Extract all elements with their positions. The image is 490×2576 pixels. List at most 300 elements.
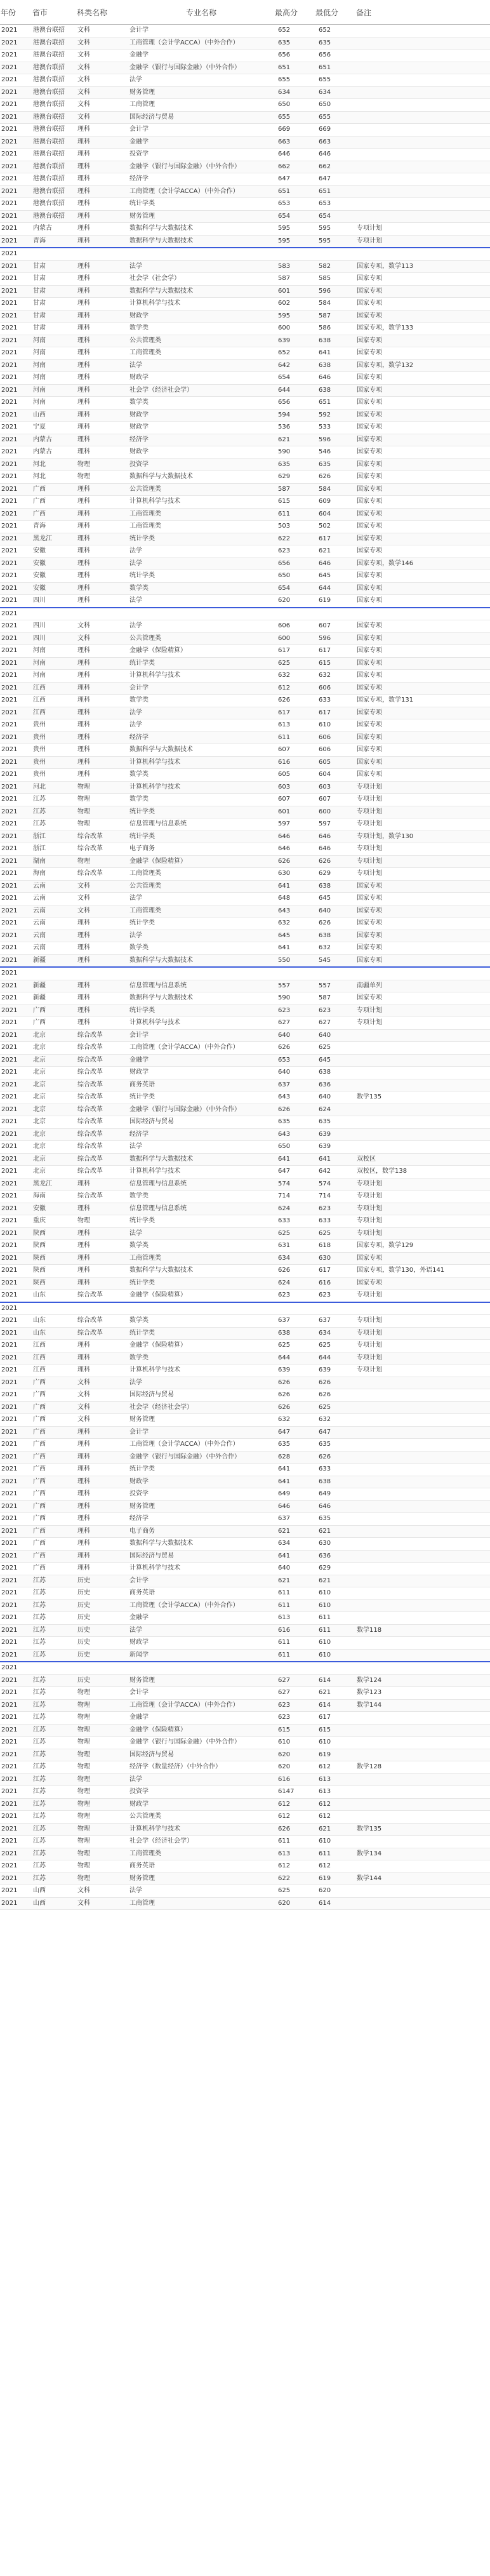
- table-row: [0, 37, 490, 50]
- cell-year: 2021: [0, 1798, 32, 1811]
- cell-province: 江苏: [32, 1860, 76, 1873]
- cell-year: 2021: [0, 657, 32, 670]
- cell-major: 数据科学与大数据技术: [128, 471, 274, 484]
- cell-max-score: 621: [274, 1575, 315, 1587]
- cell-note: 国家专项: [355, 670, 490, 683]
- cell-category: 理科: [76, 1439, 128, 1452]
- cell-category: 综合改革: [76, 1054, 128, 1067]
- table-row: [0, 359, 490, 372]
- cell-year: 2021: [0, 769, 32, 782]
- cell-year: 2021: [0, 124, 32, 137]
- cell-note: [355, 1724, 490, 1737]
- cell-note: 南疆单列: [355, 980, 490, 992]
- cell-major: 数学类: [128, 942, 274, 955]
- cell-province: 北京: [32, 1116, 76, 1129]
- table-row: [0, 1637, 490, 1650]
- cell-province: 江苏: [32, 1798, 76, 1811]
- cell-note: 国家专项: [355, 769, 490, 782]
- table-row: [0, 248, 490, 260]
- cell-province: 四川: [32, 595, 76, 608]
- cell-major: 财政学: [128, 1476, 274, 1488]
- cell-note: [355, 1414, 490, 1427]
- cell-min-score: 612: [315, 1798, 355, 1811]
- table-row: [0, 1091, 490, 1104]
- cell-max-score: 634: [274, 1252, 315, 1265]
- cell-min-score: 613: [315, 1773, 355, 1786]
- cell-max-score: 611: [274, 1836, 315, 1848]
- cell-year: 2021: [0, 1426, 32, 1439]
- cell-major: 投资学: [128, 1488, 274, 1501]
- table-row: [0, 458, 490, 471]
- table-row: [0, 1773, 490, 1786]
- cell-year: 2021: [0, 1786, 32, 1799]
- cell-year: 2021: [0, 422, 32, 434]
- cell-note: [355, 1575, 490, 1587]
- cell-year: 2021: [0, 508, 32, 521]
- table-row: [0, 173, 490, 186]
- cell-province: 甘肃: [32, 285, 76, 298]
- cell-major: 工商管理类: [128, 905, 274, 918]
- cell-min-score: [315, 967, 355, 980]
- cell-major: 工商管理（会计学ACCA）（中外合作）: [128, 37, 274, 50]
- cell-max-score: 653: [274, 1054, 315, 1067]
- table-row: [0, 682, 490, 695]
- cell-category: 物理: [76, 1872, 128, 1885]
- cell-max-score: 652: [274, 347, 315, 360]
- cell-min-score: 627: [315, 1017, 355, 1030]
- cell-min-score: 640: [315, 1029, 355, 1042]
- cell-province: 贵州: [32, 719, 76, 732]
- cell-min-score: 625: [315, 1042, 355, 1055]
- cell-year: 2021: [0, 1104, 32, 1116]
- cell-province: 广西: [32, 1439, 76, 1452]
- table-row: [0, 74, 490, 87]
- cell-max-score: 641: [274, 1550, 315, 1563]
- cell-note: 国家专项: [355, 918, 490, 930]
- cell-note: 国家专项: [355, 595, 490, 608]
- cell-province: 江苏: [32, 1575, 76, 1587]
- cell-min-score: 610: [315, 1637, 355, 1650]
- cell-category: 理科: [76, 397, 128, 410]
- cell-category: 理科: [76, 285, 128, 298]
- cell-province: 河南: [32, 645, 76, 658]
- table-row: [0, 1786, 490, 1799]
- cell-category: 理科: [76, 124, 128, 137]
- cell-max-score: 626: [274, 1823, 315, 1836]
- cell-max-score: 641: [274, 1153, 315, 1166]
- cell-category: 理科: [76, 223, 128, 236]
- cell-major: 统计学类: [128, 657, 274, 670]
- table-row: [0, 1488, 490, 1501]
- cell-major: 工商管理类: [128, 1252, 274, 1265]
- table-row: [0, 409, 490, 422]
- cell-year: 2021: [0, 1302, 32, 1315]
- cell-major: 金融学（银行与国际金融）（中外合作）: [128, 1451, 274, 1464]
- cell-year: 2021: [0, 1340, 32, 1352]
- cell-max-score: 595: [274, 310, 315, 323]
- cell-year: 2021: [0, 384, 32, 397]
- cell-note: 国家专项: [355, 545, 490, 558]
- cell-max-score: 634: [274, 1538, 315, 1551]
- cell-category: 综合改革: [76, 868, 128, 881]
- cell-note: [355, 1116, 490, 1129]
- cell-category: 文科: [76, 62, 128, 74]
- cell-note: [355, 1712, 490, 1725]
- cell-max-score: 639: [274, 1365, 315, 1377]
- cell-note: 国家专项，数学130，外语141: [355, 1265, 490, 1278]
- cell-note: 专项计划: [355, 1315, 490, 1328]
- cell-year: 2021: [0, 719, 32, 732]
- table-row: [0, 471, 490, 484]
- cell-max-score: 615: [274, 496, 315, 509]
- cell-year: 2021: [0, 359, 32, 372]
- cell-max-score: 620: [274, 1761, 315, 1774]
- cell-max-score: 627: [274, 1674, 315, 1687]
- cell-min-score: 619: [315, 1749, 355, 1761]
- cell-note: [355, 1389, 490, 1402]
- cell-province: 江苏: [32, 1836, 76, 1848]
- cell-note: [355, 1836, 490, 1848]
- cell-year: 2021: [0, 1042, 32, 1055]
- cell-major: 计算机科学与技术: [128, 670, 274, 683]
- cell-min-score: 596: [315, 632, 355, 645]
- cell-category: 历史: [76, 1612, 128, 1625]
- cell-category: 物理: [76, 818, 128, 831]
- cell-province: 港澳台联招: [32, 62, 76, 74]
- cell-max-score: 637: [274, 1513, 315, 1526]
- cell-note: 专项计划，数学130: [355, 831, 490, 843]
- cell-category: 理科: [76, 1525, 128, 1538]
- cell-year: 2021: [0, 161, 32, 173]
- cell-min-score: 656: [315, 50, 355, 62]
- cell-note: 专项计划: [355, 1227, 490, 1240]
- cell-year: 2021: [0, 868, 32, 881]
- cell-year: 2021: [0, 111, 32, 124]
- cell-major: 统计学类: [128, 1277, 274, 1290]
- cell-major: 会计学: [128, 682, 274, 695]
- cell-note: 数学134: [355, 1848, 490, 1860]
- cell-category: 理科: [76, 310, 128, 323]
- cell-max-score: 613: [274, 719, 315, 732]
- header-min-score: 最低分: [315, 0, 355, 25]
- cell-category: 综合改革: [76, 1290, 128, 1302]
- cell-category: 理科: [76, 446, 128, 459]
- table-row: [0, 1538, 490, 1551]
- cell-province: 广西: [32, 1538, 76, 1551]
- cell-year: 2021: [0, 1004, 32, 1017]
- table-row: [0, 1215, 490, 1228]
- cell-max-score: [274, 967, 315, 980]
- cell-year: 2021: [0, 1252, 32, 1265]
- cell-major: 统计学类: [128, 1327, 274, 1340]
- cell-max-score: 714: [274, 1191, 315, 1203]
- cell-year: 2021: [0, 273, 32, 286]
- cell-note: [355, 608, 490, 620]
- cell-max-score: [274, 248, 315, 260]
- cell-category: 文科: [76, 880, 128, 893]
- cell-province: 黑龙江: [32, 533, 76, 545]
- cell-province: 江西: [32, 1352, 76, 1365]
- cell-province: 青海: [32, 521, 76, 533]
- cell-max-score: 625: [274, 1227, 315, 1240]
- cell-note: 国家专项: [355, 422, 490, 434]
- cell-year: 2021: [0, 794, 32, 806]
- cell-category: 综合改革: [76, 1042, 128, 1055]
- cell-major: 数学类: [128, 769, 274, 782]
- cell-year: 2021: [0, 1128, 32, 1141]
- cell-major: 数学类: [128, 1315, 274, 1328]
- cell-note: [355, 1401, 490, 1414]
- cell-category: 综合改革: [76, 831, 128, 843]
- cell-major: 财政学: [128, 446, 274, 459]
- cell-note: 专项计划: [355, 1215, 490, 1228]
- cell-major: [128, 1302, 274, 1315]
- cell-major: 统计学类: [128, 1004, 274, 1017]
- cell-max-score: 536: [274, 422, 315, 434]
- cell-major: 财政学: [128, 422, 274, 434]
- cell-category: 文科: [76, 111, 128, 124]
- cell-min-score: 637: [315, 1315, 355, 1328]
- table-row: [0, 1401, 490, 1414]
- cell-min-score: 617: [315, 1265, 355, 1278]
- cell-year: 2021: [0, 1067, 32, 1079]
- cell-year: 2021: [0, 496, 32, 509]
- cell-min-score: 610: [315, 719, 355, 732]
- cell-province: 江苏: [32, 1637, 76, 1650]
- cell-max-score: 583: [274, 260, 315, 273]
- cell-min-score: 635: [315, 1116, 355, 1129]
- cell-max-score: 641: [274, 880, 315, 893]
- cell-note: 国家专项: [355, 273, 490, 286]
- cell-note: [355, 50, 490, 62]
- cell-year: 2021: [0, 86, 32, 99]
- cell-major: 信息管理与信息系统: [128, 1178, 274, 1191]
- cell-major: 商务英语: [128, 1079, 274, 1091]
- cell-min-score: 611: [315, 1848, 355, 1860]
- cell-year: 2021: [0, 880, 32, 893]
- cell-category: 理科: [76, 533, 128, 545]
- cell-min-score: 636: [315, 1079, 355, 1091]
- table-row: [0, 855, 490, 868]
- table-row: [0, 1004, 490, 1017]
- cell-year: 2021: [0, 1649, 32, 1662]
- cell-max-score: [274, 1662, 315, 1674]
- cell-min-score: 646: [315, 372, 355, 385]
- table-row: [0, 1724, 490, 1737]
- table-row: [0, 880, 490, 893]
- cell-category: 理科: [76, 409, 128, 422]
- cell-min-score: 645: [315, 893, 355, 905]
- cell-category: 理科: [76, 942, 128, 955]
- table-row: [0, 1178, 490, 1191]
- cell-province: 陕西: [32, 1240, 76, 1253]
- cell-major: 工商管理（会计学ACCA）（中外合作）: [128, 1699, 274, 1712]
- cell-note: [355, 1500, 490, 1513]
- cell-note: 国家专项: [355, 645, 490, 658]
- cell-category: 理科: [76, 1252, 128, 1265]
- cell-province: 浙江: [32, 831, 76, 843]
- table-row: [0, 1426, 490, 1439]
- table-row: [0, 1079, 490, 1091]
- cell-min-score: [315, 248, 355, 260]
- cell-max-score: 601: [274, 806, 315, 818]
- cell-max-score: 610: [274, 1737, 315, 1749]
- cell-year: 2021: [0, 756, 32, 769]
- cell-major: 法学: [128, 1885, 274, 1898]
- cell-major: 国际经济与贸易: [128, 111, 274, 124]
- cell-category: 理科: [76, 1017, 128, 1030]
- cell-min-score: 651: [315, 185, 355, 198]
- table-row: [0, 124, 490, 137]
- cell-major: 法学: [128, 74, 274, 87]
- cell-category: 理科: [76, 1550, 128, 1563]
- table-row: [0, 372, 490, 385]
- cell-year: 2021: [0, 260, 32, 273]
- cell-min-score: 653: [315, 198, 355, 211]
- table-row: [0, 1377, 490, 1389]
- cell-province: 内蒙古: [32, 223, 76, 236]
- cell-year: 2021: [0, 1500, 32, 1513]
- cell-min-score: 610: [315, 1599, 355, 1612]
- cell-category: 理科: [76, 210, 128, 223]
- cell-year: 2021: [0, 781, 32, 794]
- cell-note: 国家专项: [355, 446, 490, 459]
- cell-major: 金融学（银行与国际金融）（中外合作）: [128, 1737, 274, 1749]
- table-row: [0, 99, 490, 112]
- cell-note: [355, 1476, 490, 1488]
- cell-year: 2021: [0, 608, 32, 620]
- cell-max-score: 626: [274, 1401, 315, 1414]
- cell-max-score: [274, 1302, 315, 1315]
- cell-note: [355, 1464, 490, 1476]
- cell-category: 文科: [76, 25, 128, 37]
- cell-max-score: 651: [274, 62, 315, 74]
- cell-province: 江苏: [32, 1749, 76, 1761]
- table-row: [0, 992, 490, 1005]
- cell-year: 2021: [0, 1091, 32, 1104]
- table-row: [0, 210, 490, 223]
- cell-category: 物理: [76, 458, 128, 471]
- table-row: [0, 1128, 490, 1141]
- cell-major: 财务管理: [128, 1872, 274, 1885]
- cell-major: 金融学: [128, 136, 274, 149]
- cell-min-score: 645: [315, 1054, 355, 1067]
- cell-year: 2021: [0, 533, 32, 545]
- cell-min-score: 587: [315, 310, 355, 323]
- table-row: [0, 1067, 490, 1079]
- cell-min-score: 638: [315, 335, 355, 347]
- cell-min-score: 604: [315, 769, 355, 782]
- cell-max-score: 655: [274, 74, 315, 87]
- cell-note: [355, 1749, 490, 1761]
- table-row: [0, 1860, 490, 1873]
- cell-max-score: 638: [274, 1327, 315, 1340]
- cell-min-score: 620: [315, 1885, 355, 1898]
- cell-province: 山西: [32, 1885, 76, 1898]
- cell-max-score: 623: [274, 1290, 315, 1302]
- cell-min-score: 638: [315, 880, 355, 893]
- table-row: [0, 670, 490, 683]
- cell-max-score: 611: [274, 1649, 315, 1662]
- cell-note: 国家专项: [355, 471, 490, 484]
- cell-category: 文科: [76, 1414, 128, 1427]
- table-row: [0, 582, 490, 595]
- table-row: [0, 347, 490, 360]
- table-row: [0, 1662, 490, 1674]
- cell-min-score: 614: [315, 1699, 355, 1712]
- cell-major: 计算机科学与技术: [128, 1365, 274, 1377]
- cell-major: 数据科学与大数据技术: [128, 1265, 274, 1278]
- cell-max-score: 632: [274, 918, 315, 930]
- cell-min-score: 640: [315, 1091, 355, 1104]
- cell-note: 专项计划: [355, 868, 490, 881]
- cell-note: 国家专项: [355, 496, 490, 509]
- cell-max-score: 650: [274, 1141, 315, 1154]
- table-row: [0, 1315, 490, 1328]
- cell-category: 理科: [76, 1500, 128, 1513]
- table-row: [0, 1848, 490, 1860]
- cell-major: 信息管理与信息系统: [128, 980, 274, 992]
- cell-max-score: 612: [274, 682, 315, 695]
- cell-min-score: 586: [315, 323, 355, 335]
- cell-min-score: 632: [315, 670, 355, 683]
- cell-category: 历史: [76, 1649, 128, 1662]
- cell-year: 2021: [0, 521, 32, 533]
- cell-note: 国家专项: [355, 397, 490, 410]
- cell-note: [355, 1513, 490, 1526]
- cell-note: 国家专项: [355, 893, 490, 905]
- cell-year: 2021: [0, 1476, 32, 1488]
- cell-year: 2021: [0, 25, 32, 37]
- cell-major: 信息管理与信息系统: [128, 1203, 274, 1215]
- cell-category: 历史: [76, 1599, 128, 1612]
- cell-note: 专项计划: [355, 794, 490, 806]
- cell-year: 2021: [0, 843, 32, 856]
- cell-category: 文科: [76, 1897, 128, 1910]
- cell-category: [76, 1302, 128, 1315]
- cell-note: 国家专项: [355, 347, 490, 360]
- cell-min-score: 635: [315, 1439, 355, 1452]
- cell-max-score: 649: [274, 1488, 315, 1501]
- cell-max-score: 612: [274, 1798, 315, 1811]
- cell-note: 国家专项: [355, 570, 490, 583]
- table-row: [0, 1277, 490, 1290]
- cell-note: [355, 210, 490, 223]
- cell-min-score: 642: [315, 1166, 355, 1178]
- cell-major: 统计学类: [128, 570, 274, 583]
- cell-province: 四川: [32, 620, 76, 633]
- table-row: [0, 1265, 490, 1278]
- cell-note: [355, 124, 490, 137]
- cell-max-score: 616: [274, 1624, 315, 1637]
- cell-min-score: 596: [315, 434, 355, 446]
- table-row: [0, 1302, 490, 1315]
- cell-category: 物理: [76, 1737, 128, 1749]
- cell-max-score: 627: [274, 1017, 315, 1030]
- cell-min-score: 652: [315, 25, 355, 37]
- table-row: [0, 1290, 490, 1302]
- cell-year: 2021: [0, 1389, 32, 1402]
- cell-category: 理科: [76, 1426, 128, 1439]
- table-row: [0, 1798, 490, 1811]
- cell-year: 2021: [0, 210, 32, 223]
- cell-major: [128, 608, 274, 620]
- cell-major: 国际经济与贸易: [128, 1749, 274, 1761]
- table-row: [0, 508, 490, 521]
- cell-major: 财务管理: [128, 1414, 274, 1427]
- table-row: [0, 260, 490, 273]
- cell-max-score: 626: [274, 1104, 315, 1116]
